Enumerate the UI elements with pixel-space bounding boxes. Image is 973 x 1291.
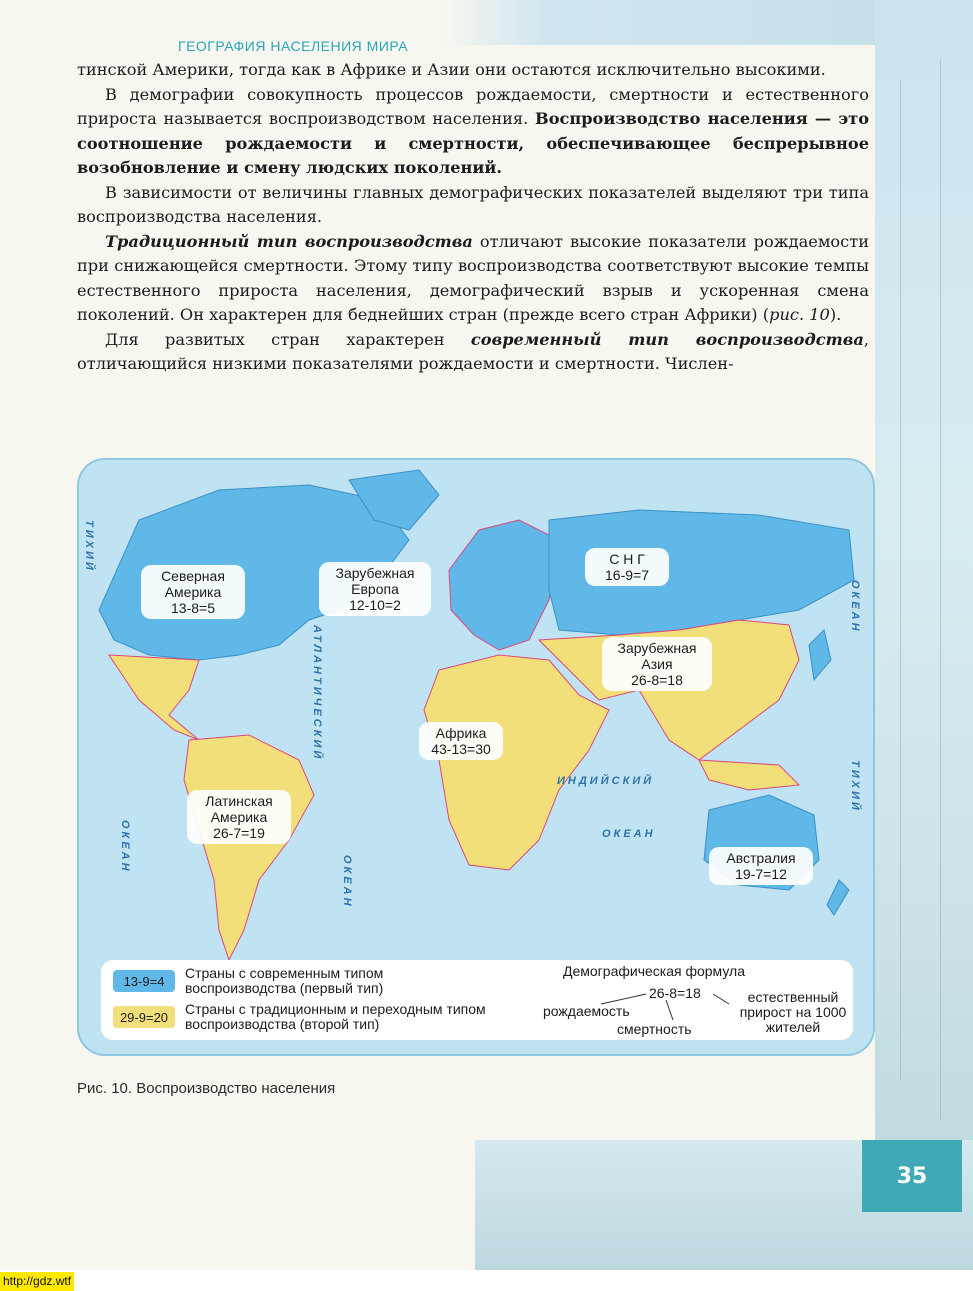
ocean-label-pacific-right-ocean: ОКЕАН (849, 580, 861, 634)
ocean-label-pacific-left: ТИХИЙ (83, 520, 95, 573)
africa-shape (424, 655, 609, 870)
paragraph-4-text: отличают высокие показатели рождаемости при снижающейся смертности. Этому типу воспроизводства соответствуют высокие темпы естественного прироста населения, демографический взрыв и ускоренная смена поколений. Он характерен для беднейших стран (прежде всего стран Африки) ( (77, 231, 869, 324)
formula-growth-label: естественный прирост на 1000 жителей (739, 989, 847, 1035)
europe-shape (449, 520, 559, 650)
figure-reference: рис. 10 (769, 305, 830, 324)
body-text (77, 58, 869, 377)
ocean-label-atlantic: АТЛАНТИЧЕСКИЙ (311, 625, 323, 762)
region-cis (585, 548, 669, 586)
legend-text-traditional: Страны с традиционным и переходным типом воспроизводства (второй тип) (185, 1001, 486, 1032)
map-legend (101, 960, 853, 1040)
formula-title: Демографическая формула (563, 963, 745, 979)
central-america-shape (109, 655, 199, 740)
term-traditional: Традиционный тип воспроизводства (105, 231, 473, 251)
legend-text-modern: Страны с современным типом воспроизводства (первый тип) (185, 965, 384, 996)
region-name: Северная Америка (161, 568, 225, 600)
ocean-label-pacific-right: ТИХИЙ (849, 760, 861, 813)
japan-shape (809, 630, 831, 680)
running-head: ГЕОГРАФИЯ НАСЕЛЕНИЯ МИРА (178, 38, 409, 54)
region-latin-america (187, 790, 291, 844)
region-africa (419, 722, 503, 760)
region-north-america (141, 565, 245, 619)
decorative-map-margin (875, 0, 973, 1270)
south-america-shape (184, 735, 314, 960)
region-formula: 43-13=30 (431, 741, 491, 757)
ocean-label-atlantic-ocean: ОКЕАН (341, 855, 353, 909)
region-name: Латинская Америка (205, 793, 273, 825)
indonesia-shape (699, 760, 799, 790)
paragraph-2-text: В демографии совокупность процессов рождаемости, смертности и естественного прироста называется воспроизводством населения. (77, 84, 869, 128)
map-grid-line (940, 60, 941, 1120)
world-map-figure (77, 458, 875, 1056)
legend-swatch-traditional: 29-9=20 (113, 1006, 175, 1028)
formula-pointers (101, 960, 853, 1040)
region-australia (709, 847, 813, 885)
legend-swatch-modern: 13-9=4 (113, 970, 175, 992)
region-name: С Н Г (609, 551, 645, 567)
region-foreign-asia (602, 637, 712, 691)
region-europe (319, 562, 431, 616)
region-formula: 12-10=2 (349, 597, 401, 613)
map-grid-line (900, 80, 901, 1080)
figure-caption: Рис. 10. Воспроизводство населения (77, 1080, 336, 1097)
region-formula: 16-9=7 (605, 567, 649, 583)
paragraph-2 (77, 83, 869, 181)
paragraph-1: тинской Америки, тогда как в Африке и Азии они остаются исключительно высокими. (77, 60, 826, 79)
region-formula: 26-8=18 (631, 672, 683, 688)
region-name: Австралия (726, 850, 796, 866)
paragraph-5-end: , отличающийся низкими показателями рождаемости и смертности. Числен- (77, 329, 869, 373)
region-name: Африка (435, 725, 487, 741)
page-number: 35 (862, 1140, 962, 1212)
region-formula: 19-7=12 (735, 866, 787, 882)
formula-death-label: смертность (617, 1021, 692, 1037)
watermark-link[interactable]: http://gdz.wtf (0, 1272, 74, 1291)
paragraph-5-text: Для развитых стран характерен (105, 329, 471, 349)
paragraph-3: В зависимости от величины главных демографических показателей выделяют три типа воспроизводства населения. (77, 182, 869, 226)
ocean-label-indian: ИНДИЙСКИЙ (557, 775, 655, 787)
term-modern: современный тип воспроизводства (470, 329, 864, 349)
formula-example: 26-8=18 (649, 985, 701, 1001)
definition-text: Воспроизводство населения — это соотношение рождаемости и смертности, обеспечивающее беспрерывное возобновление и смену людских поколений. (77, 109, 870, 177)
region-formula: 13-8=5 (171, 600, 215, 616)
ocean-label-indian-ocean: ОКЕАН (602, 828, 656, 840)
paragraph-5 (77, 328, 869, 377)
paragraph-4-end: ). (829, 305, 842, 324)
formula-birth-label: рождаемость (543, 1003, 630, 1019)
region-name: Зарубежная Европа (335, 565, 415, 597)
region-formula: 26-7=19 (213, 825, 265, 841)
ocean-label-pacific-left-ocean: ОКЕАН (119, 820, 131, 874)
region-name: Зарубежная Азия (617, 640, 697, 672)
paragraph-4 (77, 230, 869, 328)
new-zealand-shape (827, 880, 849, 915)
